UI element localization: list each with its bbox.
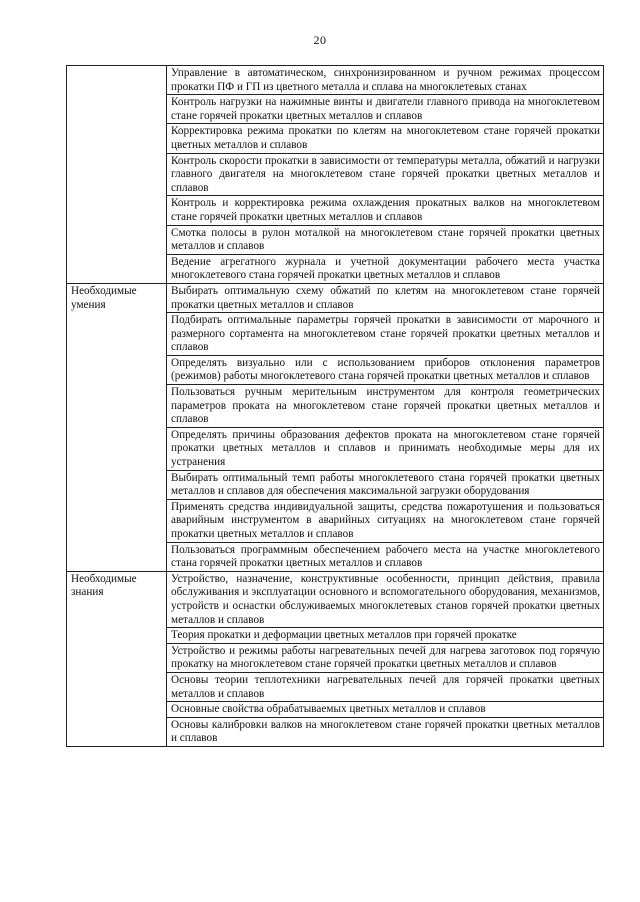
table-cell: Корректировка режима прокатки по клетям на многоклетевом стане горячей прокатки цветных металлов и сплавов — [167, 124, 604, 153]
table-cell: Смотка полосы в рулон моталкой на многоклетевом стане горячей прокатки цветных металлов и сплавов — [167, 225, 604, 254]
section-label-skills: Необходимые умения — [67, 283, 167, 571]
page-number: 20 — [313, 33, 327, 47]
table-cell: Устройство и режимы работы нагревательных печей для нагрева заготовок под горячую прокатку на многоклетевом стане горячей прокатки цветных металлов и сплавов — [167, 643, 604, 672]
table-cell: Подбирать оптимальные параметры горячей прокатки в зависимости от марочного и размерного сортамента на многоклетевом стане горячей прокатки цветных металлов и сплавов — [167, 313, 604, 356]
table-cell: Устройство, назначение, конструктивные особенности, принцип действия, правила обслуживания и эксплуатации основного и вспомогательного оборудования, механизмов, устройств и оснастки обслуживаемых многоклетевых станов горячей прокатки цветных металлов и сплавов — [167, 571, 604, 627]
table-row — [67, 571, 604, 627]
section-label-knowledge: Необходимые знания — [67, 571, 167, 746]
table-cell: Пользоваться программным обеспечением рабочего места на участке многоклетевого стана горячей прокатки цветных металлов и сплавов — [167, 542, 604, 571]
table-cell: Применять средства индивидуальной защиты, средства пожаротушения и пользоваться аварийным инструментом в аварийных ситуациях на многоклетевом стане горячей прокатки цветных металлов и сплавов — [167, 499, 604, 542]
table-cell: Определять визуально или с использованием приборов отклонения параметров (режимов) работы многоклетевого стана горячей прокатки цветных металлов и сплавов — [167, 355, 604, 384]
table-cell: Контроль нагрузки на нажимные винты и двигатели главного привода на многоклетевом стане горячей прокатки цветных металлов и сплавов — [167, 95, 604, 124]
table-cell: Ведение агрегатного журнала и учетной документации рабочего места участка многоклетевого стана горячей прокатки цветных металлов и сплавов — [167, 254, 604, 283]
table-row — [67, 283, 604, 312]
table-cell: Основы теории теплотехники нагревательных печей для горячей прокатки цветных металлов и сплавов — [167, 672, 604, 701]
table-cell: Управление в автоматическом, синхронизированном и ручном режимах процессом прокатки ПФ и ГП из цветного металла и сплава на многоклетевых станах — [167, 66, 604, 95]
table-cell: Определять причины образования дефектов проката на многоклетевом стане горячей прокатки цветных металлов и сплавов и принимать необходимые меры для их устранения — [167, 427, 604, 470]
table-cell: Пользоваться ручным мерительным инструментом для контроля геометрических параметров проката на многоклетевом стане горячей прокатки цветных металлов и сплавов — [167, 385, 604, 428]
section-label-actions — [67, 66, 167, 284]
table-cell: Контроль и корректировка режима охлаждения прокатных валков на многоклетевом стане горячей прокатки цветных металлов и сплавов — [167, 196, 604, 225]
competency-table — [66, 65, 604, 747]
table-cell: Основы калибровки валков на многоклетевом стане горячей прокатки цветных металлов и сплавов — [167, 717, 604, 746]
table-cell: Выбирать оптимальную схему обжатий по клетям на многоклетевом стане горячей прокатки цветных металлов и сплавов — [167, 283, 604, 312]
table-cell: Выбирать оптимальный темп работы многоклетевого стана горячей прокатки цветных металлов и сплавов для обеспечения максимальной загрузки оборудования — [167, 470, 604, 499]
table-row — [67, 66, 604, 95]
table-cell: Теория прокатки и деформации цветных металлов при горячей прокатке — [167, 628, 604, 644]
table-cell: Контроль скорости прокатки в зависимости от температуры металла, обжатий и нагрузки главного двигателя на многоклетевом стане горячей прокатки цветных металлов и сплавов — [167, 153, 604, 196]
table-cell: Основные свойства обрабатываемых цветных металлов и сплавов — [167, 702, 604, 718]
